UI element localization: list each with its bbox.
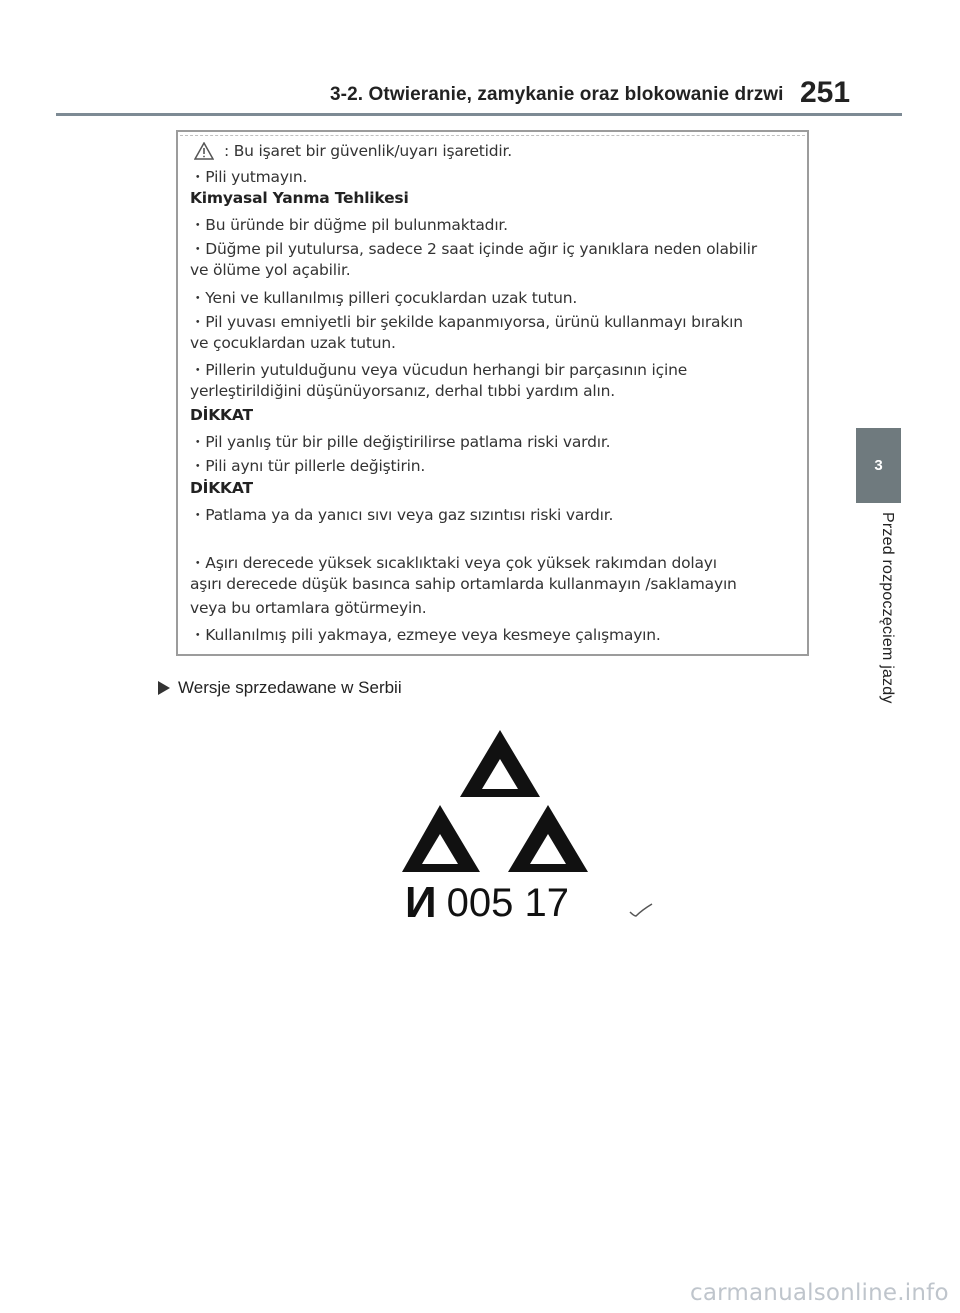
- warning-line: ・Pili aynı tür pillerle değiştirin.: [190, 457, 426, 475]
- warning-box: [176, 130, 809, 656]
- header-divider: [56, 113, 902, 116]
- certification-mark: [405, 878, 569, 928]
- warning-triangle-icon: [194, 142, 214, 160]
- warning-line: ・Aşırı derecede yüksek sıcaklıktaki veya çok yüksek rakımdan dolayı: [190, 554, 717, 572]
- warning-line: ・Düğme pil yutulursa, sadece 2 saat içinde ağır iç yanıklara neden olabilir: [190, 240, 757, 258]
- chapter-side-title: Przed rozpoczęciem jazdy: [879, 512, 896, 704]
- check-mark-icon: [628, 902, 654, 918]
- warning-line: veya bu ortamlara götürmeyin.: [190, 599, 427, 617]
- warning-intro-text: : Bu işaret bir güvenlik/uyarı işaretidir.: [224, 142, 512, 160]
- warning-line: ・Pili yutmayın.: [190, 168, 308, 186]
- warning-line: ・Kullanılmış pili yakmaya, ezmeye veya kesmeye çalışmayın.: [190, 626, 661, 644]
- warning-line: ・Pillerin yutulduğunu veya vücudun herhangi bir parçasının içine: [190, 361, 688, 379]
- warning-intro-line: [190, 142, 512, 160]
- warning-line: ・Bu üründe bir düğme pil bulunmaktadır.: [190, 216, 508, 234]
- section-title: 3-2. Otwieranie, zamykanie oraz blokowanie drzwi: [330, 84, 784, 105]
- certification-letter: И: [405, 878, 435, 927]
- warning-line: ・Pil yuvası emniyetli bir şekilde kapanmıyorsa, ürünü kullanmayı bırakın: [190, 313, 743, 331]
- warning-line: aşırı derecede düşük basınca sahip ortamlarda kullanmayın /saklamayın: [190, 575, 737, 593]
- warning-line: ve çocuklardan uzak tutun.: [190, 334, 396, 352]
- warning-heading: DİKKAT: [190, 479, 253, 497]
- warning-line: yerleştirildiğini düşünüyorsanız, derhal tıbbi yardım alın.: [190, 382, 615, 400]
- triangle-bullet-icon: [158, 681, 170, 695]
- page-number: 251: [800, 76, 851, 109]
- certification-code: 005 17: [446, 880, 569, 925]
- warning-heading: DİKKAT: [190, 406, 253, 424]
- subsection-heading: [158, 678, 402, 698]
- subsection-label: Wersje sprzedawane w Serbii: [178, 678, 402, 697]
- warning-line: ve ölüme yol açabilir.: [190, 261, 351, 279]
- warning-heading: Kimyasal Yanma Tehlikesi: [190, 189, 409, 207]
- warning-line: ・Patlama ya da yanıcı sıvı veya gaz sızıntısı riski vardır.: [190, 506, 614, 524]
- chapter-tab[interactable]: 3: [856, 428, 901, 503]
- warning-line: ・Pil yanlış tür bir pille değiştirilirse patlama riski vardır.: [190, 433, 611, 451]
- warning-line: ・Yeni ve kullanılmış pilleri çocuklardan uzak tutun.: [190, 289, 578, 307]
- watermark: carmanualsonline.info: [690, 1280, 949, 1306]
